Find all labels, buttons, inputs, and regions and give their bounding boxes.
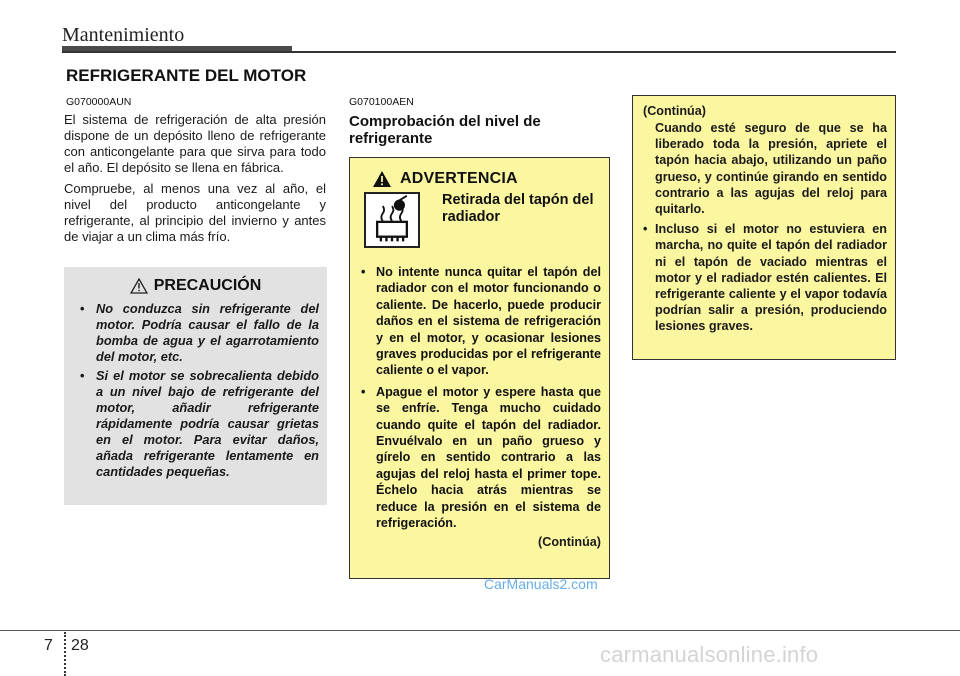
hot-radiator-icon <box>364 192 420 248</box>
warning-triangle-icon <box>372 170 392 188</box>
warning-title: ADVERTENCIA <box>400 170 518 187</box>
chapter-number: 7 <box>44 637 53 654</box>
continued-label: (Continúa) <box>643 104 706 118</box>
left-section-code: G070000AUN <box>66 96 132 108</box>
section-title: REFRIGERANTE DEL MOTOR <box>66 66 307 85</box>
continued-item: • Incluso si el motor no estuviera en marcha, no quite el tapón del radiador ni el tapón de vaciado mientras el motor y el radiador estén calientes. El refrigerante caliente y el vapor todavía podrían salir a presión, produciendo lesiones graves. <box>643 221 887 334</box>
caution-header <box>72 277 319 295</box>
continues-label: (Continúa) <box>538 534 601 549</box>
warning-header <box>372 170 601 188</box>
warning-box <box>349 157 610 579</box>
middle-section-code: G070100AEN <box>349 96 414 108</box>
page-number: 28 <box>71 637 89 654</box>
body-paragraph-2: Compruebe, al menos una vez al año, el nivel del producto anticongelante y refrigerante, al principio del invierno y antes de viajar a un clima más frío. <box>64 181 326 244</box>
caution-box <box>64 267 327 505</box>
left-body-text <box>64 112 326 250</box>
caution-item: • No conduzca sin refrigerante del motor. Podría causar el fallo de la bomba de agua y el agarrotamiento del motor, etc. <box>72 301 319 365</box>
watermark-carmanualsonline: carmanualsonline.info <box>600 642 819 667</box>
caution-list <box>72 301 319 480</box>
subsection-heading: Comprobación del nivel de refrigerante <box>349 113 541 147</box>
watermark-carmanuals2: CarManuals2.com <box>484 576 598 592</box>
warning-item: • No intente nunca quitar el tapón del radiador con el motor funcionando o caliente. De hacerlo, puede producir daños en el sistema de refrigeración y en el motor, y ocasionar lesiones graves producidas por el refrigerante caliente o el vapor. <box>358 264 601 379</box>
body-paragraph-1: El sistema de refrigeración de alta presión dispone de un depósito lleno de refrigerante con anticongelante para que sirva para todo el año. El depósito se llena en fábrica. <box>64 112 326 175</box>
continued-warning-box <box>632 95 896 360</box>
caution-title: PRECAUCIÓN <box>153 277 262 294</box>
warning-subtitle: Retirada del tapón del radiador <box>442 192 594 225</box>
continued-list <box>643 221 887 334</box>
warning-list <box>358 264 601 532</box>
footer-rule <box>0 630 960 631</box>
continued-paragraph: Cuando esté seguro de que se ha liberado toda la presión, apriete el tapón hacia abajo, utilizando un paño grueso, y continúe girando en sentido contrario a las agujas del reloj para quitarlo. <box>655 121 887 217</box>
footer-separator <box>64 632 66 676</box>
caution-triangle-icon <box>130 278 148 294</box>
page-header-title: Mantenimiento <box>62 24 185 46</box>
header-rule <box>62 51 896 53</box>
warning-subheader <box>364 192 601 248</box>
warning-item: • Apague el motor y espere hasta que se enfríe. Tenga mucho cuidado cuando quite el tapón del radiador. Envuélvalo en un paño grueso y gírelo en sentido contrario a las agujas del reloj hasta el primer tope. Échelo hacia atrás mientras se reduce la presión en el sistema de refrigeración. <box>358 384 601 532</box>
caution-item: • Si el motor se sobrecalienta debido a un nivel bajo de refrigerante del motor, añadir refrigerante rápidamente podría causar grietas en el motor. Para evitar daños, añada refrigerante lentamente en cantidades pequeñas. <box>72 368 319 480</box>
